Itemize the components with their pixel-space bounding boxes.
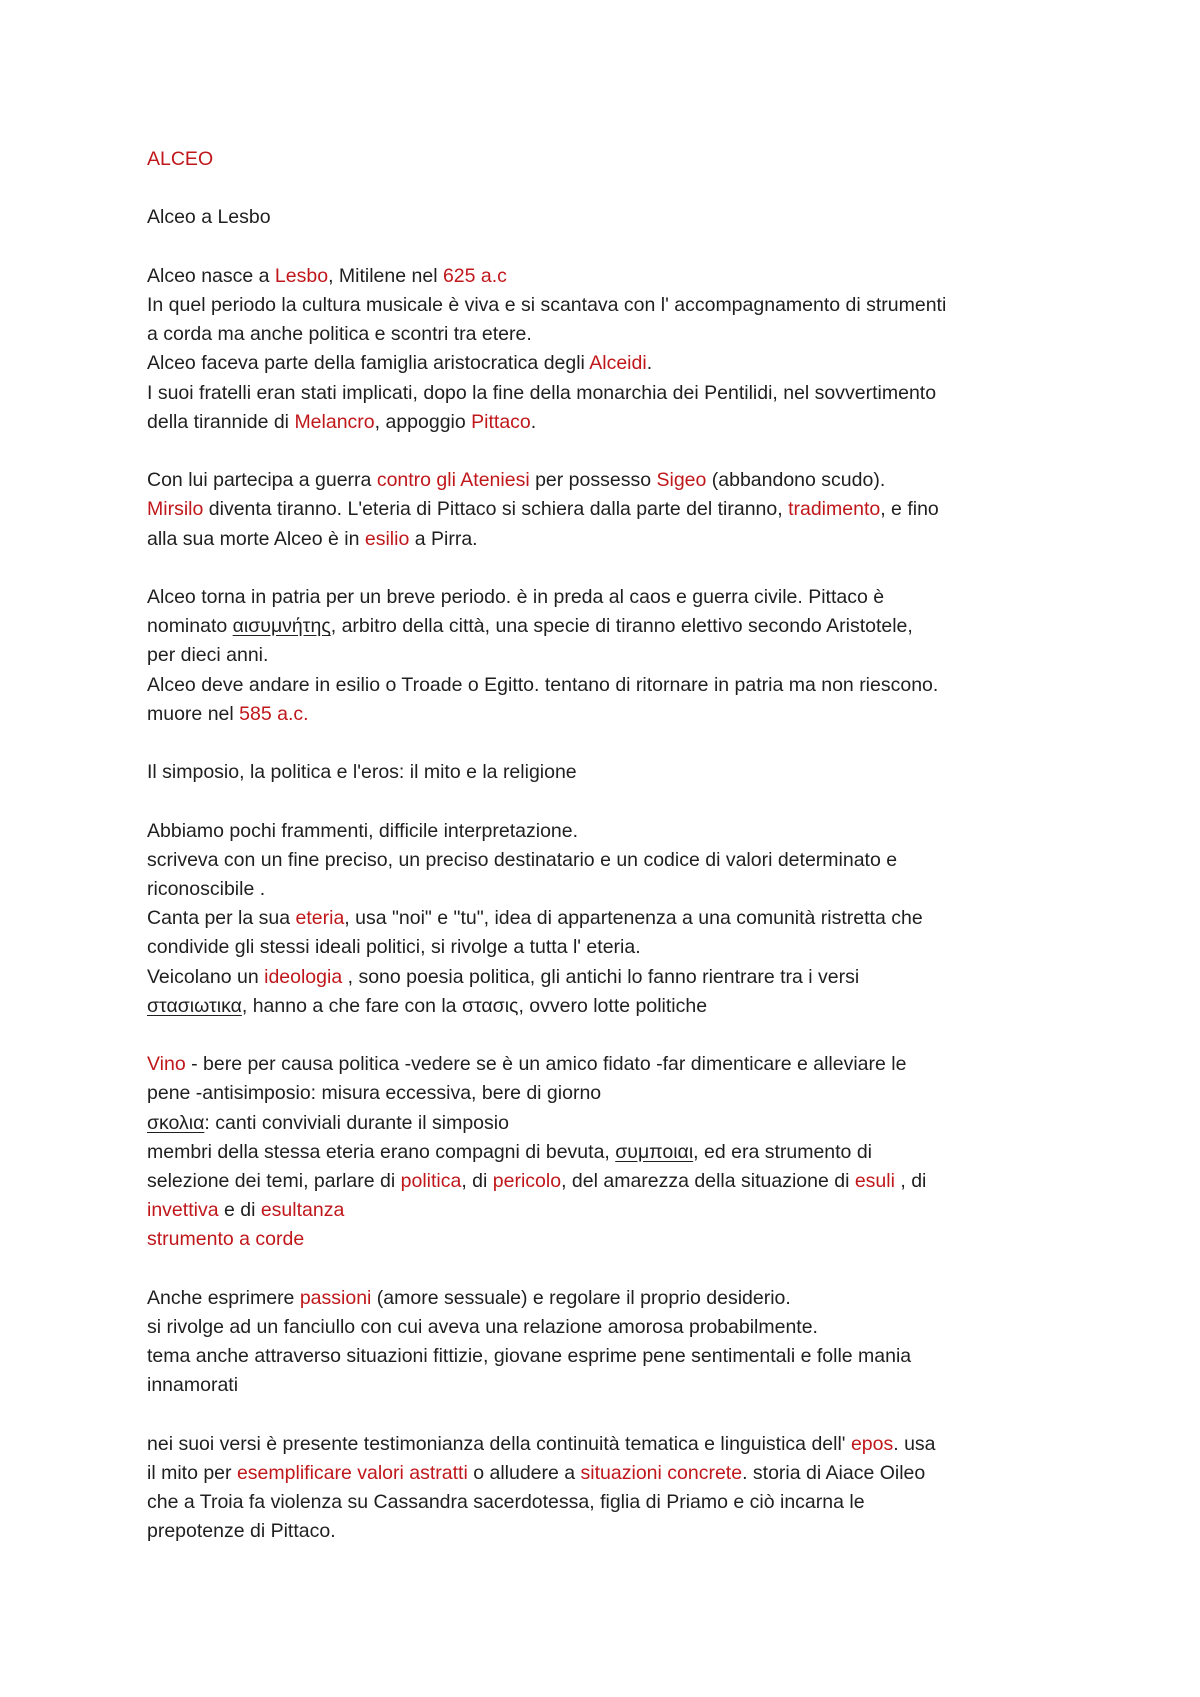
text-line: Alceo nasce a Lesbo, Mitilene nel 625 a.c <box>147 264 507 287</box>
text-line: scriveva con un fine preciso, un preciso destinatario e un codice di valori determinato e <box>147 848 898 871</box>
text-line: selezione dei temi, parlare di politica, di pericolo, del amarezza della situazione di esuli , di <box>147 1170 927 1192</box>
text-line: si rivolge ad un fanciullo con cui aveva una relazione amorosa probabilmente. <box>147 1316 818 1338</box>
text-line: alla sua morte Alceo è in esilio a Pirra. <box>147 527 478 550</box>
text-line: σκολια: canti conviviali durante il simposio <box>147 1111 509 1134</box>
paragraph-myth <box>147 1430 1087 1547</box>
paragraph-birth <box>147 262 1087 437</box>
text-line: Abbiamo pochi frammenti, difficile interpretazione. <box>147 819 579 842</box>
greek-term-aisymnetes: αισυμνήτης <box>232 615 331 638</box>
text-line: condivide gli stessi ideali politici, si rivolge a tutta l' eteria. <box>147 936 641 959</box>
title-text: ALCEO <box>147 148 214 170</box>
blank-line <box>147 1401 1087 1430</box>
paragraph-return <box>147 583 1087 729</box>
highlight-pericolo: pericolo <box>492 1170 562 1192</box>
text-line: nei suoi versi è presente testimonianza della continuità tematica e linguistica dell' epos. usa <box>147 1432 936 1455</box>
highlight-lesbo: Lesbo <box>274 264 329 287</box>
text-line: Con lui partecipa a guerra contro gli Ateniesi per possesso Sigeo (abbandono scudo). <box>147 469 886 492</box>
blank-line <box>147 729 1087 758</box>
text-line: muore nel 585 a.c. <box>147 702 309 725</box>
highlight-situazioni-concrete: situazioni concrete <box>580 1462 743 1484</box>
text-line: prepotenze di Pittaco. <box>147 1520 336 1543</box>
text-line: invettiva e di esultanza <box>147 1199 345 1222</box>
text-line: a corda ma anche politica e scontri tra etere. <box>147 323 532 346</box>
text-line: che a Troia fa violenza su Cassandra sacerdotessa, figlia di Priamo e ciò incarna le <box>147 1491 865 1514</box>
text-line: Anche esprimere passioni (amore sessuale) e regolare il proprio desiderio. <box>147 1286 791 1309</box>
highlight-esultanza: esultanza <box>260 1199 345 1222</box>
highlight-tradimento: tradimento <box>788 498 881 521</box>
section-heading-simposio: Il simposio, la politica e l'eros: il mito e la religione <box>147 761 577 784</box>
paragraph-war <box>147 466 1087 554</box>
highlight-death-year: 585 a.c. <box>239 702 309 725</box>
greek-term-skolia: σκολια <box>147 1111 205 1134</box>
highlight-sigeo: Sigeo <box>656 469 707 492</box>
paragraph-wine <box>147 1050 1087 1254</box>
text-line: nominato αισυμνήτης, arbitro della città, una specie di tiranno elettivo secondo Aristotele, <box>147 615 913 638</box>
highlight-eteria: eteria <box>295 907 345 930</box>
blank-line <box>147 233 1087 262</box>
highlight-melancro: Melancro <box>294 410 375 433</box>
text-line: Alceo torna in patria per un breve periodo. è in preda al caos e guerra civile. Pittaco è <box>147 585 885 608</box>
text-line: tema anche attraverso situazioni fittizie, giovane esprime pene sentimentali e folle mania <box>147 1345 912 1368</box>
highlight-esilio: esilio <box>364 527 410 550</box>
highlight-pittaco: Pittaco <box>471 410 531 433</box>
highlight-epos: epos <box>850 1432 894 1455</box>
text-line: riconoscibile . <box>147 877 266 900</box>
text-line: I suoi fratelli eran stati implicati, dopo la fine della monarchia dei Pentilidi, nel sovvertimento <box>147 381 937 404</box>
blank-line <box>147 174 1087 203</box>
text-line: Mirsilo diventa tiranno. L'eteria di Pittaco si schiera dalla parte del tiranno, tradimento, e fino <box>147 498 939 521</box>
text-line: della tirannide di Melancro, appoggio Pittaco. <box>147 410 537 433</box>
greek-term-sympoiai: συμποιαι <box>615 1140 694 1163</box>
highlight-alceidi: Alceidi <box>589 352 647 375</box>
highlight-mirsilo: Mirsilo <box>147 498 204 521</box>
highlight-invettiva: invettiva <box>147 1199 219 1222</box>
highlight-strumento: strumento a corde <box>147 1228 305 1251</box>
blank-line <box>147 437 1087 466</box>
text-line: membri della stessa eteria erano compagni di bevuta, συμποιαι, ed era strumento di <box>147 1140 872 1163</box>
text-line: Alceo faceva parte della famiglia aristocratica degli Alceidi. <box>147 352 653 375</box>
document-body <box>147 145 1087 1547</box>
highlight-politica: politica <box>400 1170 462 1192</box>
text-line: pene -antisimposio: misura eccessiva, bere di giorno <box>147 1082 602 1105</box>
text-line: Canta per la sua eteria, usa "noi" e "tu", idea di appartenenza a una comunità ristretta che <box>147 907 923 930</box>
paragraph-fragments <box>147 817 1087 1021</box>
text-line: il mito per esemplificare valori astratti o alludere a situazioni concrete. storia di Aiace Oileo <box>147 1462 926 1484</box>
text-line: innamorati <box>147 1374 239 1397</box>
text-line: per dieci anni. <box>147 644 269 667</box>
paragraph-eros <box>147 1284 1087 1401</box>
highlight-vino: Vino <box>147 1053 186 1076</box>
highlight-valori-astratti: esemplificare valori astratti <box>236 1462 468 1484</box>
highlight-ateniesi: contro gli Ateniesi <box>376 469 530 492</box>
blank-line <box>147 1021 1087 1050</box>
highlight-birth-year: 625 a.c <box>442 264 507 287</box>
section-heading-lesbo: Alceo a Lesbo <box>147 206 271 229</box>
text-line <box>147 1225 1087 1254</box>
document-title <box>147 145 1087 174</box>
highlight-ideologia: ideologia <box>264 965 343 988</box>
highlight-esuli: esuli <box>854 1170 895 1192</box>
text-line: In quel periodo la cultura musicale è viva e si scantava con l' accompagnamento di strumenti <box>147 293 947 316</box>
greek-term-stasiotika: στασιωτικα <box>147 994 242 1017</box>
text-line: Alceo deve andare in esilio o Troade o Egitto. tentano di ritornare in patria ma non riescono. <box>147 673 939 696</box>
text-line: στασιωτικα, hanno a che fare con la στασις, ovvero lotte politiche <box>147 994 708 1017</box>
text-line: Vino - bere per causa politica -vedere se è un amico fidato -far dimenticare e alleviare le <box>147 1053 907 1076</box>
blank-line <box>147 554 1087 583</box>
blank-line <box>147 1255 1087 1284</box>
blank-line <box>147 787 1087 816</box>
text-line: Veicolano un ideologia , sono poesia politica, gli antichi lo fanno rientrare tra i versi <box>147 965 860 988</box>
highlight-passioni: passioni <box>299 1286 372 1309</box>
